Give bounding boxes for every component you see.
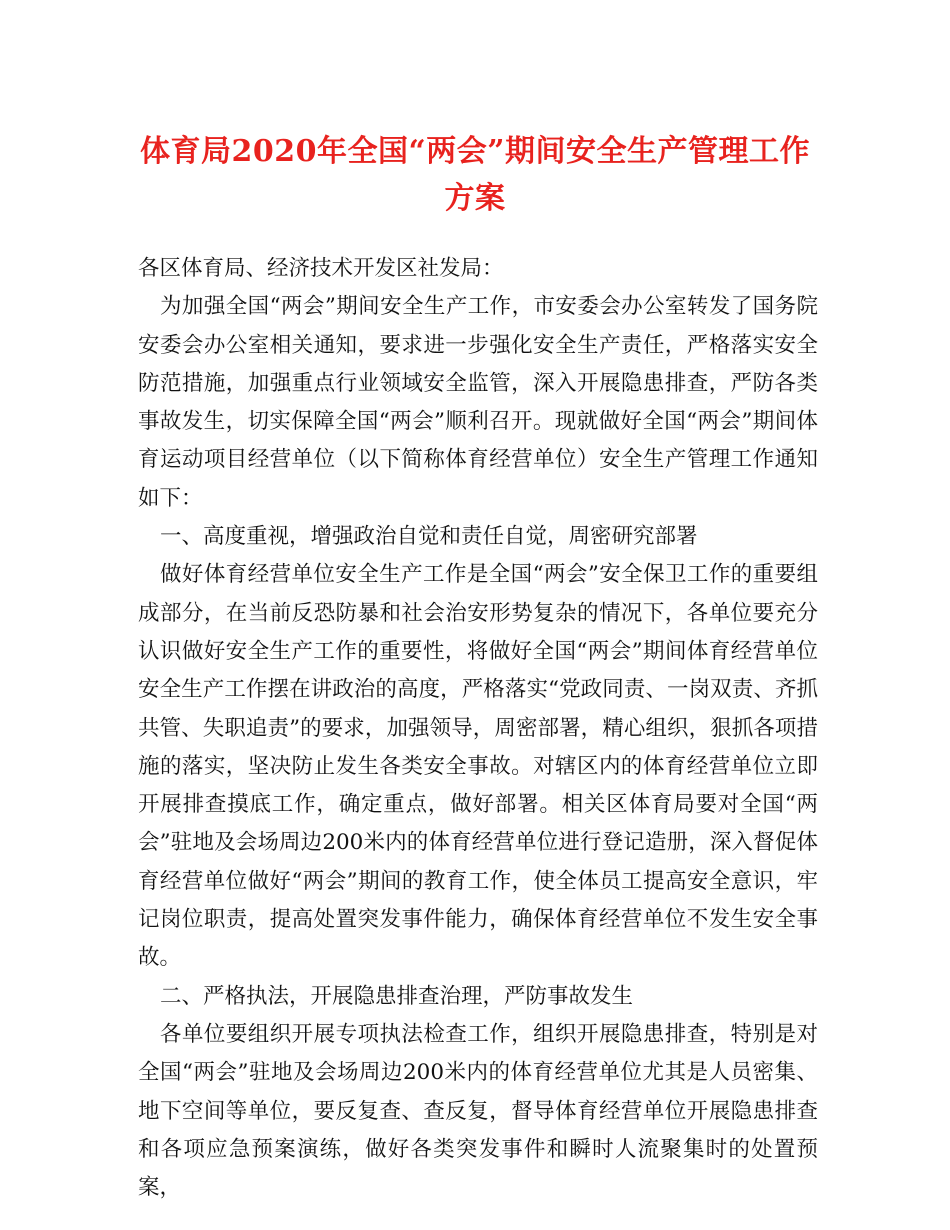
paragraph-section-2: 各单位要组织开展专项执法检查工作，组织开展隐患排查，特别是对全国“两会”驻地及会场周边200米内的体育经营单位尤其是人员密集、地下空间等单位，要反复查、查反复，督导体育经营单位开展隐患排查和各项应急预案演练，做好各类突发事件和瞬时人流聚集时的处置预案， <box>138 1021 818 1201</box>
document-body <box>138 250 818 1207</box>
section-heading-2: 二、严格执法，开展隐患排查治理，严防事故发生 <box>160 983 634 1009</box>
paragraph-intro: 为加强全国“两会”期间安全生产工作，市安委会办公室转发了国务院安委会办公室相关通知，要求进一步强化安全生产责任，严格落实安全防范措施，加强重点行业领域安全监管，深入开展隐患排查，严防各类事故发生，切实保障全国“两会”顺利召开。现就做好全国“两会”期间体育运动项目经营单位（以下简称体育经营单位）安全生产管理工作通知如下： <box>138 294 818 511</box>
document-title: 体育局2020年全国“两会”期间安全生产管理工作方案 <box>139 134 810 216</box>
salutation: 各区体育局、经济技术开发区社发局： <box>138 256 504 281</box>
paragraph-section-1: 做好体育经营单位安全生产工作是全国“两会”安全保卫工作的重要组成部分，在当前反恐防暴和社会治安形势复杂的情况下，各单位要充分认识做好安全生产工作的重要性，将做好全国“两会”期间体育经营单位安全生产工作摆在讲政治的高度，严格落实“党政同责、一岗双责、齐抓共管、失职追责”的要求，加强领导，周密部署，精心组织，狠抓各项措施的落实，坚决防止发生各类安全事故。对辖区内的体育经营单位立即开展排查摸底工作，确定重点，做好部署。相关区体育局要对全国“两会”驻地及会场周边200米内的体育经营单位进行登记造册，深入督促体育经营单位做好“两会”期间的教育工作，使全体员工提高安全意识，牢记岗位职责，提高处置突发事件能力，确保体育经营单位不发生安全事故。 <box>138 562 818 971</box>
section-heading-1: 一、高度重视，增强政治自觉和责任自觉，周密研究部署 <box>160 524 698 550</box>
